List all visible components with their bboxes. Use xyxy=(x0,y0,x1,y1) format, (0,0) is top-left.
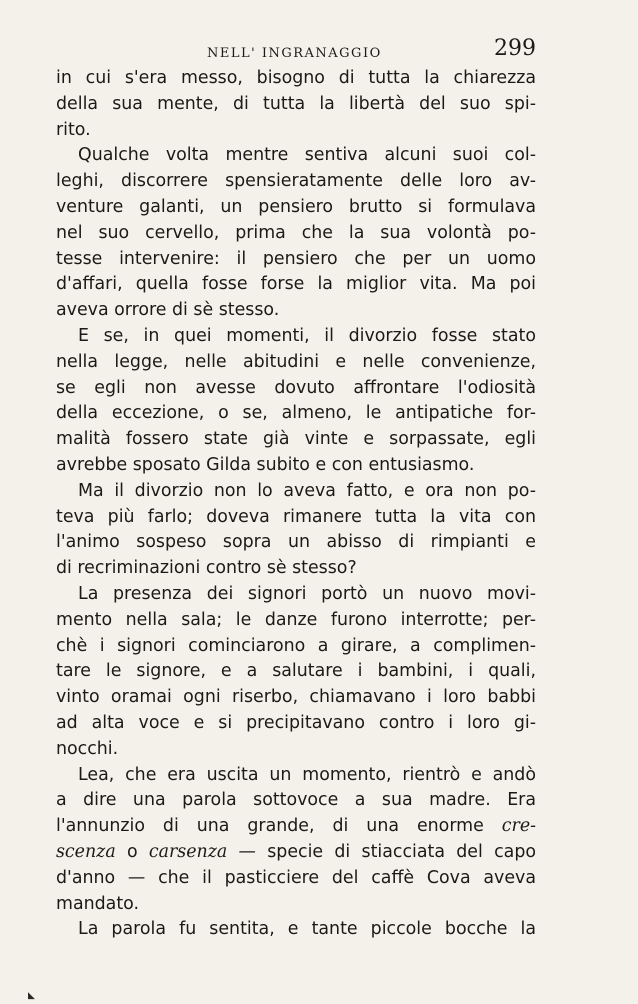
text-line: Lea, che era uscita un momento, rientrò e andò xyxy=(78,764,536,785)
text-line: La parola fu sentita, e tante piccole bocche la xyxy=(78,919,536,940)
body-text xyxy=(56,66,536,943)
text-line: rito. xyxy=(56,119,91,140)
text-line: mento nella sala; le danze furono interrotte; per- xyxy=(56,609,536,630)
text-line: nel suo cervello, prima che la sua volontà po- xyxy=(56,222,536,243)
text-line: chè i signori cominciarono a girare, a complimen- xyxy=(56,635,536,656)
text-line: se egli non avesse dovuto affrontare l'odiosità xyxy=(56,377,536,398)
text-line: tare le signore, e a salutare i bambini, i quali, xyxy=(56,661,536,682)
text-line: l'annunzio di una grande, di una enorme cre- xyxy=(56,816,537,837)
scan-corner-mark: ◣ xyxy=(28,991,35,1001)
text-line: in cui s'era messo, bisogno di tutta la chiarezza xyxy=(56,68,536,88)
text-line: tesse intervenire: il pensiero che per un uomo xyxy=(56,248,536,269)
text-line: l'animo sospeso sopra un abisso di rimpianti e xyxy=(56,532,536,553)
text-line: di recriminazioni contro sè stesso? xyxy=(56,558,357,579)
running-title: NELL' INGRANAGGIO xyxy=(207,46,382,61)
text-line: teva più farlo; doveva rimanere tutta la vita con xyxy=(56,506,536,527)
page-header xyxy=(58,34,538,66)
text-line: della eccezione, o se, almeno, le antipatiche for- xyxy=(56,403,536,424)
text-line: avrebbe sposato Gilda subito e con entusiasmo. xyxy=(56,454,475,475)
text-line: d'affari, quella fosse forse la miglior vita. Ma poi xyxy=(56,274,536,295)
text-line: malità fossero state già vinte e sorpassate, egli xyxy=(56,429,536,450)
text-line: mandato. xyxy=(56,893,139,914)
text-line: aveva orrore di sè stesso. xyxy=(56,300,280,321)
text-line: nella legge, nelle abitudini e nelle convenienze, xyxy=(56,351,536,372)
page-number: 299 xyxy=(494,36,536,61)
text-line: della sua mente, di tutta la libertà del suo spi- xyxy=(56,93,536,114)
text-line: d'anno — che il pasticciere del caffè Cova aveva xyxy=(56,867,536,888)
text-line: Ma il divorzio non lo aveva fatto, e ora non po- xyxy=(78,480,536,501)
text-line: E se, in quei momenti, il divorzio fosse stato xyxy=(78,325,536,346)
text-line: Qualche volta mentre sentiva alcuni suoi col- xyxy=(78,145,536,166)
text-line: scenza o carsenza — specie di stiacciata del capo xyxy=(56,841,537,862)
text-line: a dire una parola sottovoce a sua madre. Era xyxy=(56,790,536,811)
text-line: ad alta voce e si precipitavano contro i loro gi- xyxy=(56,712,536,733)
text-line: nocchi. xyxy=(56,738,119,759)
text-line: venture galanti, un pensiero brutto si formulava xyxy=(56,196,536,217)
text-line: leghi, discorrere spensieratamente delle loro av- xyxy=(56,171,536,192)
text-line: vinto oramai ogni riserbo, chiamavano i loro babbi xyxy=(56,687,536,708)
text-line: La presenza dei signori portò un nuovo movi- xyxy=(78,583,536,604)
